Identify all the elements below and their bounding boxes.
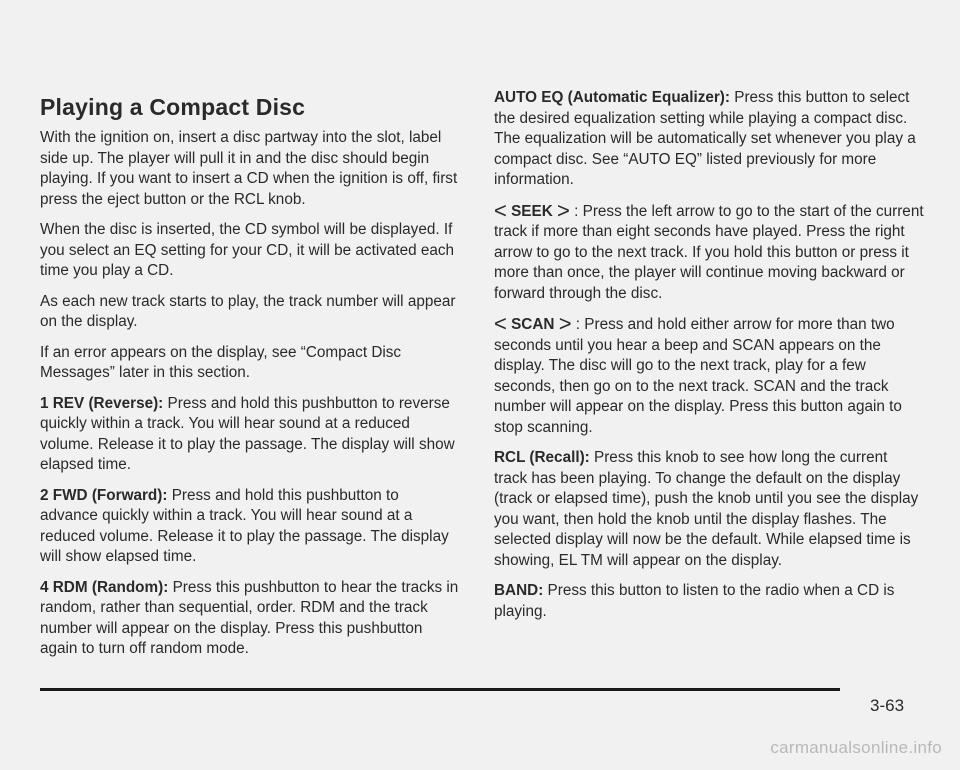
intro-paragraph: With the ignition on, insert a disc partway into the slot, label side up. The player will pull it in and the disc should begin playing. If you want to insert a CD when the ignition is off, first press the eject button or the RCL knob. bbox=[40, 129, 458, 208]
page-number: 3-63 bbox=[870, 696, 905, 715]
seek-left-arrow-icon: < bbox=[494, 197, 507, 223]
recall-text: Press this knob to see how long the current track has been playing. To change the default on the display (track or elapsed time), push the knob until you see the display you want, then hold the knob until the display flashes. The selected display will now be the default. While elapsed time is showing, EL TM will appear on the display. bbox=[494, 449, 919, 569]
random-term: 4 RDM (Random): bbox=[40, 578, 169, 596]
auto-eq-term: AUTO EQ (Automatic Equalizer): bbox=[494, 89, 730, 106]
scan-right-arrow-icon: > bbox=[558, 311, 572, 336]
auto-eq-text: Press this button to select the desired equalization setting while playing a compact disc. The equalization will be automatically set whenever you play a compact disc. See “AUTO EQ” listed previously for more information. bbox=[494, 89, 916, 188]
forward-paragraph bbox=[40, 486, 460, 568]
seek-paragraph bbox=[494, 197, 924, 305]
scan-left-arrow-icon: < bbox=[494, 311, 507, 336]
seek-right-arrow-icon: > bbox=[557, 197, 570, 223]
scan-text: : Press and hold either arrow for more than two seconds until you hear a beep and SCAN appears on the display. The disc will go to the next track, play for a few seconds, then go on to the next track. SCAN and the track number will appear on the display. Press this button again to stop scanning. bbox=[494, 316, 902, 436]
cd-symbol-paragraph: When the disc is inserted, the CD symbol will be displayed. If you select an EQ setting for your CD, it will be activated each time you play a CD. bbox=[40, 221, 455, 279]
forward-text: Press and hold this pushbutton to advance quickly within a track. You will hear sound at a reduced volume. Release it to play the passage. The display will show elapsed time. bbox=[40, 486, 449, 565]
forward-term: 2 FWD (Forward): bbox=[40, 486, 168, 504]
reverse-text: Press and hold this pushbutton to reverse quickly within a track. You will hear sound at a reduced volume. Release it to play the passage. The display will show elapsed time. bbox=[40, 394, 455, 473]
auto-eq-paragraph bbox=[494, 88, 924, 191]
scan-term: SCAN bbox=[511, 316, 555, 333]
random-paragraph bbox=[40, 578, 460, 660]
recall-term: RCL (Recall): bbox=[494, 449, 590, 466]
seek-term: SEEK bbox=[511, 202, 553, 220]
random-text: Press this pushbutton to hear the tracks in random, rather than sequential, order. RDM and the track number will appear on the display. Press this pushbutton again to turn off random mode. bbox=[40, 578, 459, 657]
band-text: Press this button to listen to the radio when a CD is playing. bbox=[494, 582, 895, 620]
band-paragraph bbox=[494, 581, 924, 622]
band-term: BAND: bbox=[494, 582, 544, 599]
error-paragraph: If an error appears on the display, see “Compact Disc Messages” later in this section. bbox=[40, 343, 402, 381]
left-column bbox=[40, 88, 460, 670]
page-title: Playing a Compact Disc bbox=[40, 94, 306, 120]
reverse-paragraph bbox=[40, 394, 460, 476]
footer-divider bbox=[40, 688, 840, 691]
right-column bbox=[494, 88, 924, 632]
watermark: carmanualsonline.info bbox=[770, 738, 942, 757]
reverse-term: 1 REV (Reverse): bbox=[40, 394, 164, 412]
seek-text: : Press the left arrow to go to the start of the current track if more than eight seconds have played. Press the right arrow to go to the next track. If you hold this button or press it more than once, the player will continue moving backward or forward through the disc. bbox=[494, 202, 924, 302]
recall-paragraph bbox=[494, 448, 924, 571]
track-number-paragraph: As each new track starts to play, the track number will appear on the display. bbox=[40, 292, 456, 330]
scan-paragraph bbox=[494, 311, 924, 438]
